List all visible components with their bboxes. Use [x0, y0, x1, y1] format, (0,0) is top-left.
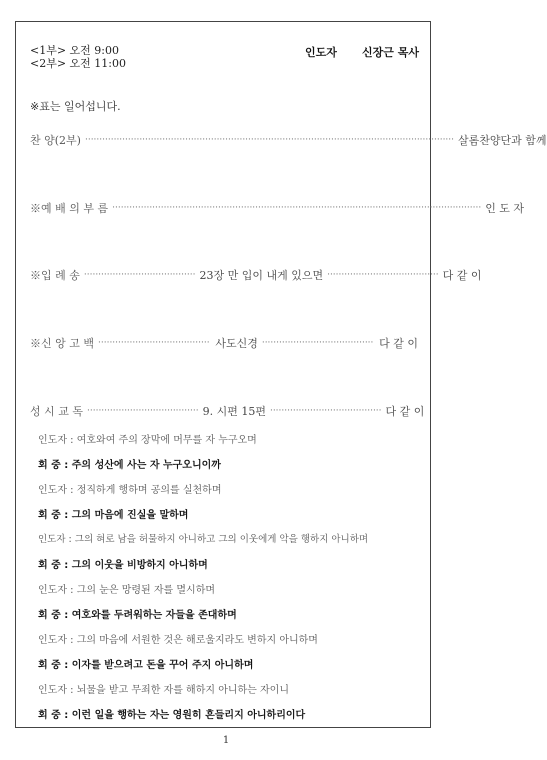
service-time-1: <1부> 오전 9:00: [30, 44, 120, 57]
reading-line-congregation: 회 중 : 주의 성산에 사는 자 누구오니이까: [38, 460, 221, 471]
reading-line-leader: 인도자 : 뇌물을 받고 무죄한 자를 해하지 아니하는 자이니: [38, 685, 289, 696]
standing-notice: ※표는 일어섭니다.: [30, 100, 121, 113]
dotted-leader: ·······································: [83, 270, 196, 280]
dotted-leader: ·······································: [269, 406, 382, 416]
reading-line-congregation: 회 중 : 이런 일을 행하는 자는 영원히 흔들리지 아니하리이다: [38, 710, 306, 721]
reading-line-leader: 인도자 : 여호와여 주의 장막에 머무를 자 누구오며: [38, 435, 257, 446]
order-right: 다 같 이: [385, 405, 425, 418]
order-right: 살롬찬양단과 함께: [458, 134, 547, 147]
reading-line-congregation: 회 중 : 그의 이웃을 비방하지 아니하며: [38, 560, 208, 571]
order-middle: 사도신경: [215, 337, 258, 350]
order-item-creed: [30, 336, 418, 350]
reading-line-congregation: 회 중 : 이자를 받으려고 돈을 꾸어 주지 아니하며: [38, 660, 254, 671]
order-label: ※신 앙 고 백: [30, 337, 94, 350]
dotted-leader: ·······································: [261, 338, 374, 348]
reading-line-congregation: 회 중 : 여호와를 두려워하는 자들을 존대하며: [38, 610, 237, 621]
order-right: 인 도 자: [485, 202, 525, 215]
order-right: 다 같 이: [442, 269, 482, 282]
reading-line-leader: 인도자 : 그의 마음에 서원한 것은 해로울지라도 변하지 아니하며: [38, 635, 318, 646]
order-middle: 23장 만 입이 내게 있으면: [199, 269, 324, 282]
order-label: 성 시 교 독: [30, 405, 83, 418]
leader-name: 신장근 목사: [362, 46, 419, 59]
service-time-2: <2부> 오전 11:00: [30, 57, 127, 70]
order-item-responsive-reading: [30, 404, 425, 418]
reading-line-leader: 인도자 : 그의 혀로 남을 허물하지 아니하고 그의 이웃에게 악을 행하지 아니하며: [38, 534, 369, 545]
dotted-leader: ·································································································································: [112, 203, 482, 213]
order-label: 찬 양(2부): [30, 134, 81, 147]
dotted-leader: ·······································: [98, 338, 210, 348]
bulletin-page-frame: [15, 21, 431, 728]
order-label: ※예 배 의 부 름: [30, 202, 109, 215]
order-middle: 9. 시편 15편: [202, 405, 266, 418]
dotted-leader: ·······································: [327, 270, 439, 280]
order-item-praise: [30, 133, 547, 147]
dotted-leader: ·································································································································: [84, 135, 455, 145]
leader-role: 인도자: [305, 46, 337, 59]
page-number: 1: [222, 735, 230, 746]
reading-line-congregation: 회 중 : 그의 마음에 진실을 말하며: [38, 510, 189, 521]
order-right: 다 같 이: [379, 337, 419, 350]
order-item-entrance-hymn: [30, 268, 482, 282]
order-label: ※입 례 송: [30, 269, 80, 282]
reading-line-leader: 인도자 : 그의 눈은 망령된 자를 멸시하며: [38, 585, 216, 596]
dotted-leader: ·······································: [87, 406, 199, 416]
reading-line-leader: 인도자 : 정직하게 행하며 공의를 실천하며: [38, 485, 222, 496]
order-item-call-to-worship: [30, 201, 525, 215]
